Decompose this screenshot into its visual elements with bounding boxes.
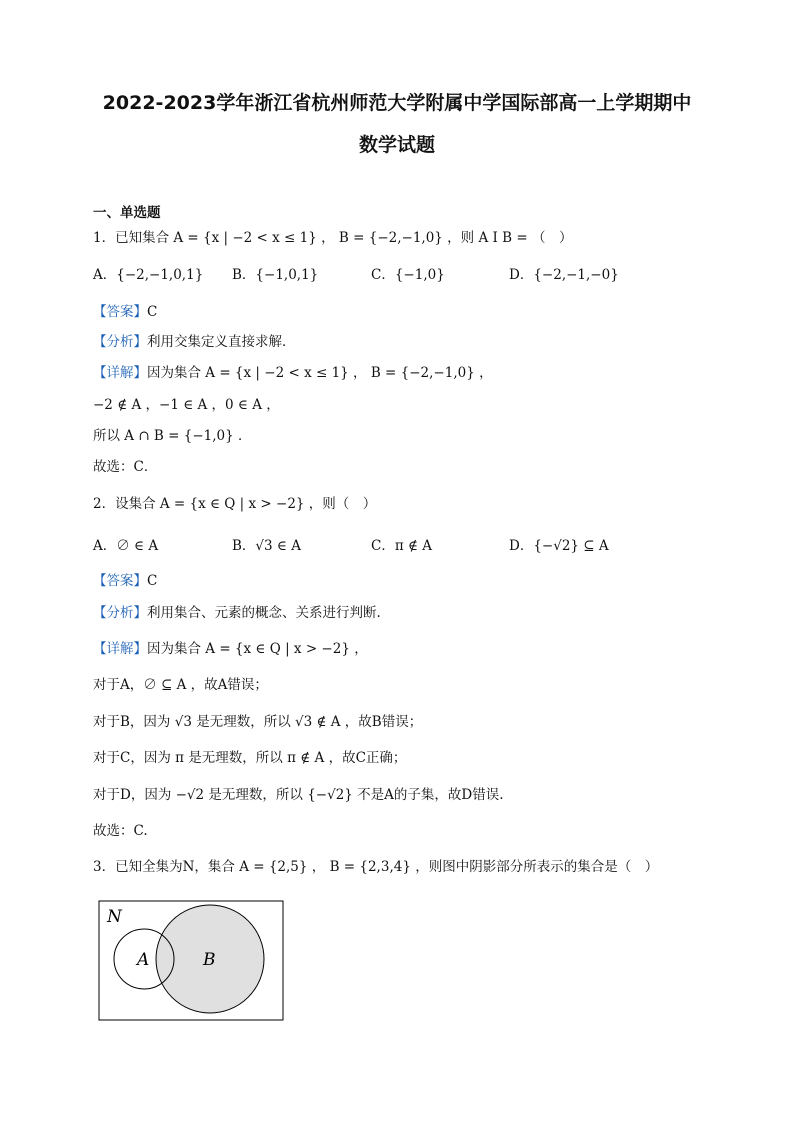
- question-2-option-a: A．∅ ∈ A: [93, 538, 159, 554]
- question-1-analysis: [93, 332, 296, 352]
- question-2-detail-line: 对于B，因为 √3 是无理数，所以 √3 ∉ A ，故B错误；: [93, 714, 423, 730]
- question-1-answer: [93, 302, 157, 322]
- set-a-label: A: [137, 950, 150, 970]
- question-2-stem: 2．设集合 A = {x ∈ Q | x > −2} ，则（ ）: [93, 496, 377, 512]
- question-2-detail: [93, 639, 368, 659]
- section-heading: 一、单选题: [93, 205, 161, 221]
- question-2-detail-line: 对于C，因为 π 是无理数，所以 π ∉ A ，故C正确；: [93, 750, 407, 766]
- set-b-label: B: [203, 950, 216, 970]
- question-2-detail-line: 故选：C.: [93, 823, 148, 839]
- answer-tag: 【答案】: [93, 304, 147, 320]
- answer-tag: 【答案】: [93, 573, 147, 589]
- question-2-detail-line: 对于D，因为 −√2 是无理数，所以 {−√2} 不是A的子集，故D错误.: [93, 787, 504, 803]
- detail-text: 因为集合 A = {x ∈ Q | x > −2} ，: [147, 641, 368, 657]
- question-1-detail-line: 所以 A ∩ B = {−1,0} ．: [93, 428, 252, 444]
- question-1-detail: [93, 363, 493, 383]
- analysis-tag: 【分析】: [93, 605, 147, 621]
- analysis-tag: 【分析】: [93, 334, 147, 350]
- question-1-detail-line: −2 ∉ A ，−1 ∈ A ，0 ∈ A ，: [93, 397, 280, 413]
- question-2-analysis: [93, 603, 381, 623]
- analysis-text: 利用集合、元素的概念、关系进行判断.: [147, 605, 381, 621]
- answer-value: C: [147, 573, 158, 589]
- detail-tag: 【详解】: [93, 641, 147, 657]
- detail-text: 因为集合 A = {x | −2 < x ≤ 1} ， B = {−2,−1,0} ，: [147, 365, 493, 381]
- question-1-option-d: D．{−2,−1,−0}: [509, 267, 619, 283]
- page-title-line1: 2022-2023学年浙江省杭州师范大学附属中学国际部高一上学期期中: [102, 92, 692, 114]
- question-1-option-c: C．{−1,0}: [371, 267, 445, 283]
- question-1-option-a: A．{−2,−1,0,1}: [93, 267, 204, 283]
- question-2-option-c: C．π ∉ A: [371, 538, 433, 554]
- page-title-line2: 数学试题: [358, 134, 435, 156]
- universe-label: N: [107, 907, 122, 927]
- question-1-option-b: B．{−1,0,1}: [232, 267, 319, 283]
- question-2-option-b: B．√3 ∈ A: [232, 538, 301, 554]
- analysis-text: 利用交集定义直接求解．: [147, 334, 296, 350]
- question-2-answer: [93, 571, 157, 591]
- venn-diagram: [98, 900, 284, 1021]
- question-2-option-d: D．{−√2} ⊆ A: [509, 538, 609, 554]
- question-1-stem: 1．已知集合 A = {x | −2 < x ≤ 1} ， B = {−2,−1,0} ，则 A I B = （ ）: [93, 230, 573, 246]
- question-2-detail-line: 对于A，∅ ⊆ A ，故A错误；: [93, 677, 268, 693]
- question-1-detail-line: 故选：C．: [93, 459, 158, 475]
- question-3-stem: 3．已知全集为N，集合 A = {2,5} ， B = {2,3,4} ，则图中阴影部分所表示的集合是（ ）: [93, 859, 659, 875]
- detail-tag: 【详解】: [93, 365, 147, 381]
- answer-value: C: [147, 304, 158, 320]
